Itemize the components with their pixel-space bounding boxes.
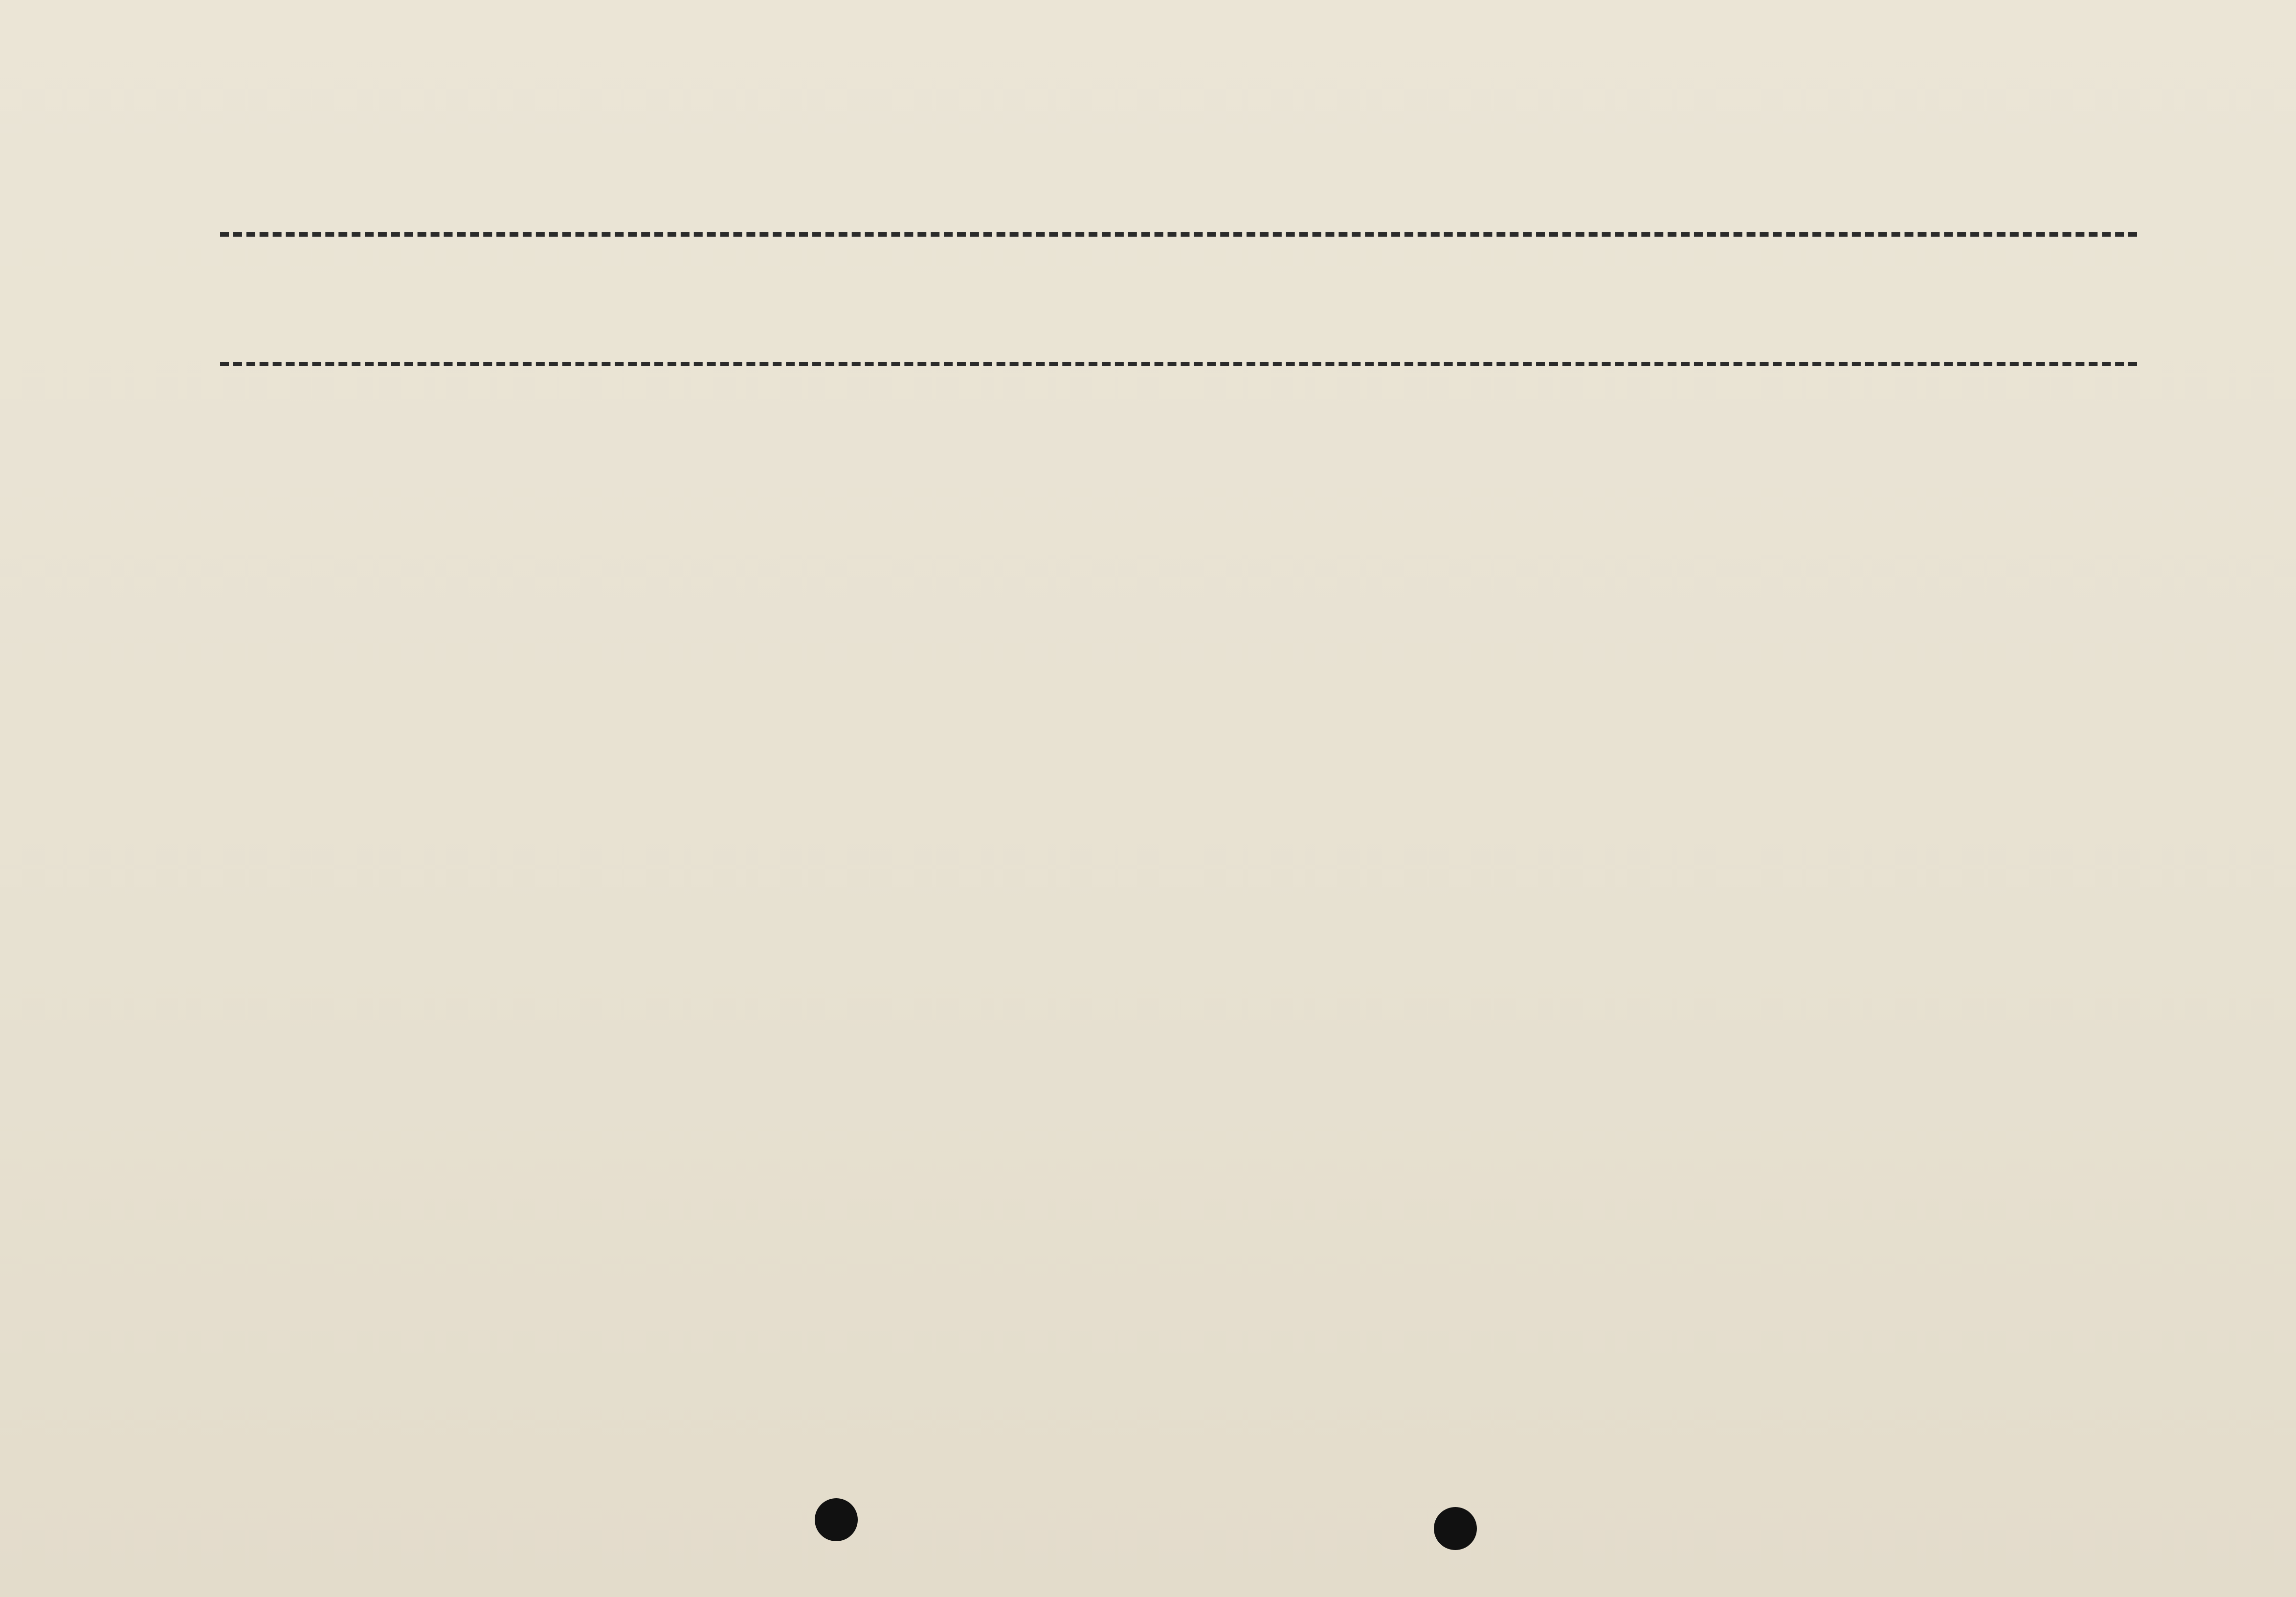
punch-hole-right — [1434, 1507, 1477, 1550]
divider-top — [220, 232, 2137, 237]
punch-hole-left — [815, 1498, 858, 1541]
divider-header — [220, 362, 2137, 366]
